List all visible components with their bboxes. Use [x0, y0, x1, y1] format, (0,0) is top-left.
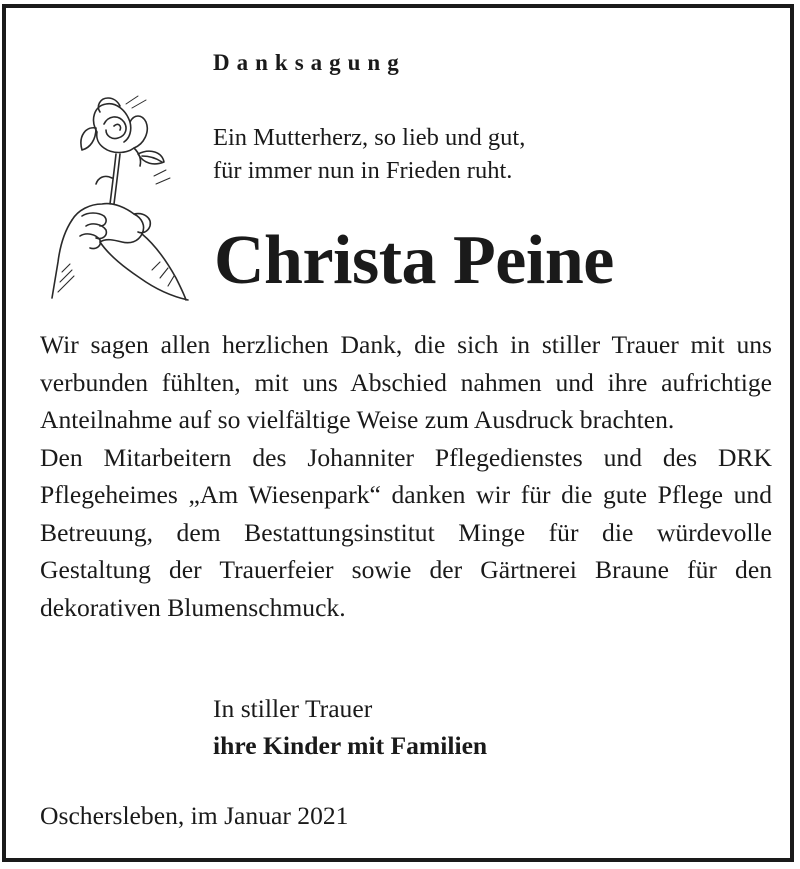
- obituary-frame: [2, 4, 794, 862]
- notice-body: [40, 326, 772, 626]
- notice-heading: Danksagung: [213, 50, 406, 75]
- body-paragraph: Den Mitarbeitern des Johanniter Pflegedienstes und des DRK Pflegeheimes „Am Wiesenpark“ danken wir für die gute Pflege und Betreuung, dem Bestattungsinstitut Minge für die würdevolle Gestaltung der Trauerfeier sowie der Gärtnerei Braune für den dekorativen Blumenschmuck.: [40, 442, 772, 622]
- verse-line: Ein Mutterherz, so lieb und gut,: [213, 124, 526, 151]
- verse: [213, 121, 525, 187]
- deceased-name: Christa Peine: [214, 222, 614, 299]
- signoff-family: ihre Kinder mit Familien: [213, 731, 488, 760]
- rose-in-hand-icon: [42, 92, 202, 302]
- verse-line: für immer nun in Frieden ruht.: [213, 157, 513, 184]
- body-paragraph: Wir sagen allen herzlichen Dank, die sich in stiller Trauer mit uns verbunden fühlten, mit uns Abschied nahmen und ihre aufrichtige Anteilnahme auf so vielfältige Weise zum Ausdruck brachten.: [40, 330, 772, 434]
- place-date: Oschersleben, im Januar 2021: [40, 801, 349, 830]
- signoff: [213, 690, 487, 764]
- signoff-line: In stiller Trauer: [213, 694, 373, 723]
